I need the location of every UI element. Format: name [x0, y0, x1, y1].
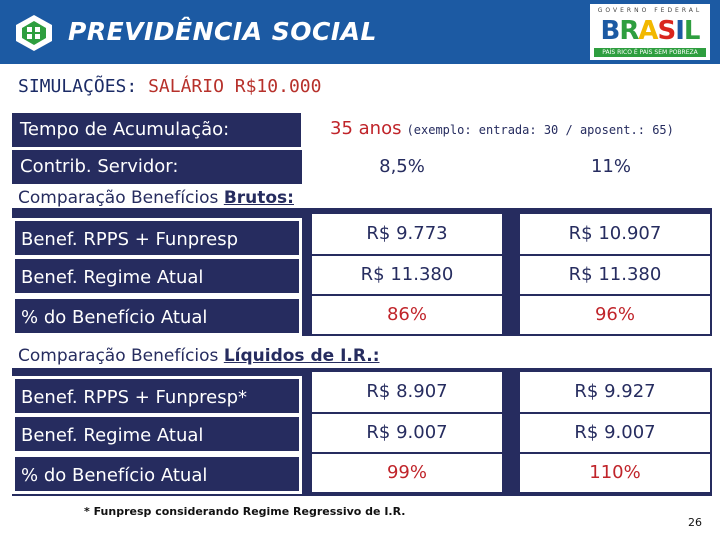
net-heading: Comparação Benefícios Líquidos de I.R.:	[18, 346, 380, 366]
net-row-label: % do Benefício Atual	[12, 454, 302, 494]
governo-federal-logo	[590, 4, 710, 60]
gross-cell: R$ 10.907	[520, 214, 710, 254]
accumulation-value: 35 anos (exemplo: entrada: 30 / aposent.: 65)	[330, 118, 674, 139]
net-row-label: Benef. RPPS + Funpresp*	[12, 376, 302, 416]
net-cell: 110%	[520, 454, 710, 492]
contrib-label-bar: Contrib. Servidor:	[12, 150, 302, 184]
footnote: * Funpresp considerando Regime Regressivo de I.R.	[84, 505, 406, 518]
gross-cell: 96%	[520, 296, 710, 334]
gross-cell: R$ 11.380	[312, 256, 502, 294]
gross-cell: 86%	[312, 296, 502, 334]
net-cell: R$ 8.907	[312, 372, 502, 412]
net-cell: R$ 9.927	[520, 372, 710, 412]
previdencia-logo-icon	[12, 13, 56, 53]
net-cell: R$ 9.007	[520, 414, 710, 452]
page-number: 26	[688, 516, 702, 529]
gross-heading: Comparação Benefícios Brutos:	[18, 188, 294, 208]
gross-cell: R$ 9.773	[312, 214, 502, 254]
net-cell: 99%	[312, 454, 502, 492]
net-cell: R$ 9.007	[312, 414, 502, 452]
gross-row-label: Benef. RPPS + Funpresp	[12, 218, 302, 258]
page-title: SIMULAÇÕES: SALÁRIO R$10.000	[18, 76, 322, 97]
header-bar	[0, 0, 720, 64]
gross-row-label: % do Benefício Atual	[12, 296, 302, 336]
contrib-value-1: 8,5%	[379, 156, 425, 177]
net-row-label: Benef. Regime Atual	[12, 414, 302, 454]
gov-tagline: PAÍS RICO É PAÍS SEM POBREZA	[594, 48, 706, 57]
accumulation-label-bar: Tempo de Acumulação:	[12, 113, 301, 147]
brasil-wordmark: BRASIL	[600, 16, 700, 46]
gov-top-text: GOVERNO FEDERAL	[597, 7, 703, 14]
gross-cell: R$ 11.380	[520, 256, 710, 294]
gross-row-label: Benef. Regime Atual	[12, 256, 302, 296]
contrib-value-2: 11%	[590, 156, 631, 177]
brand-title: PREVIDÊNCIA SOCIAL	[68, 17, 377, 46]
